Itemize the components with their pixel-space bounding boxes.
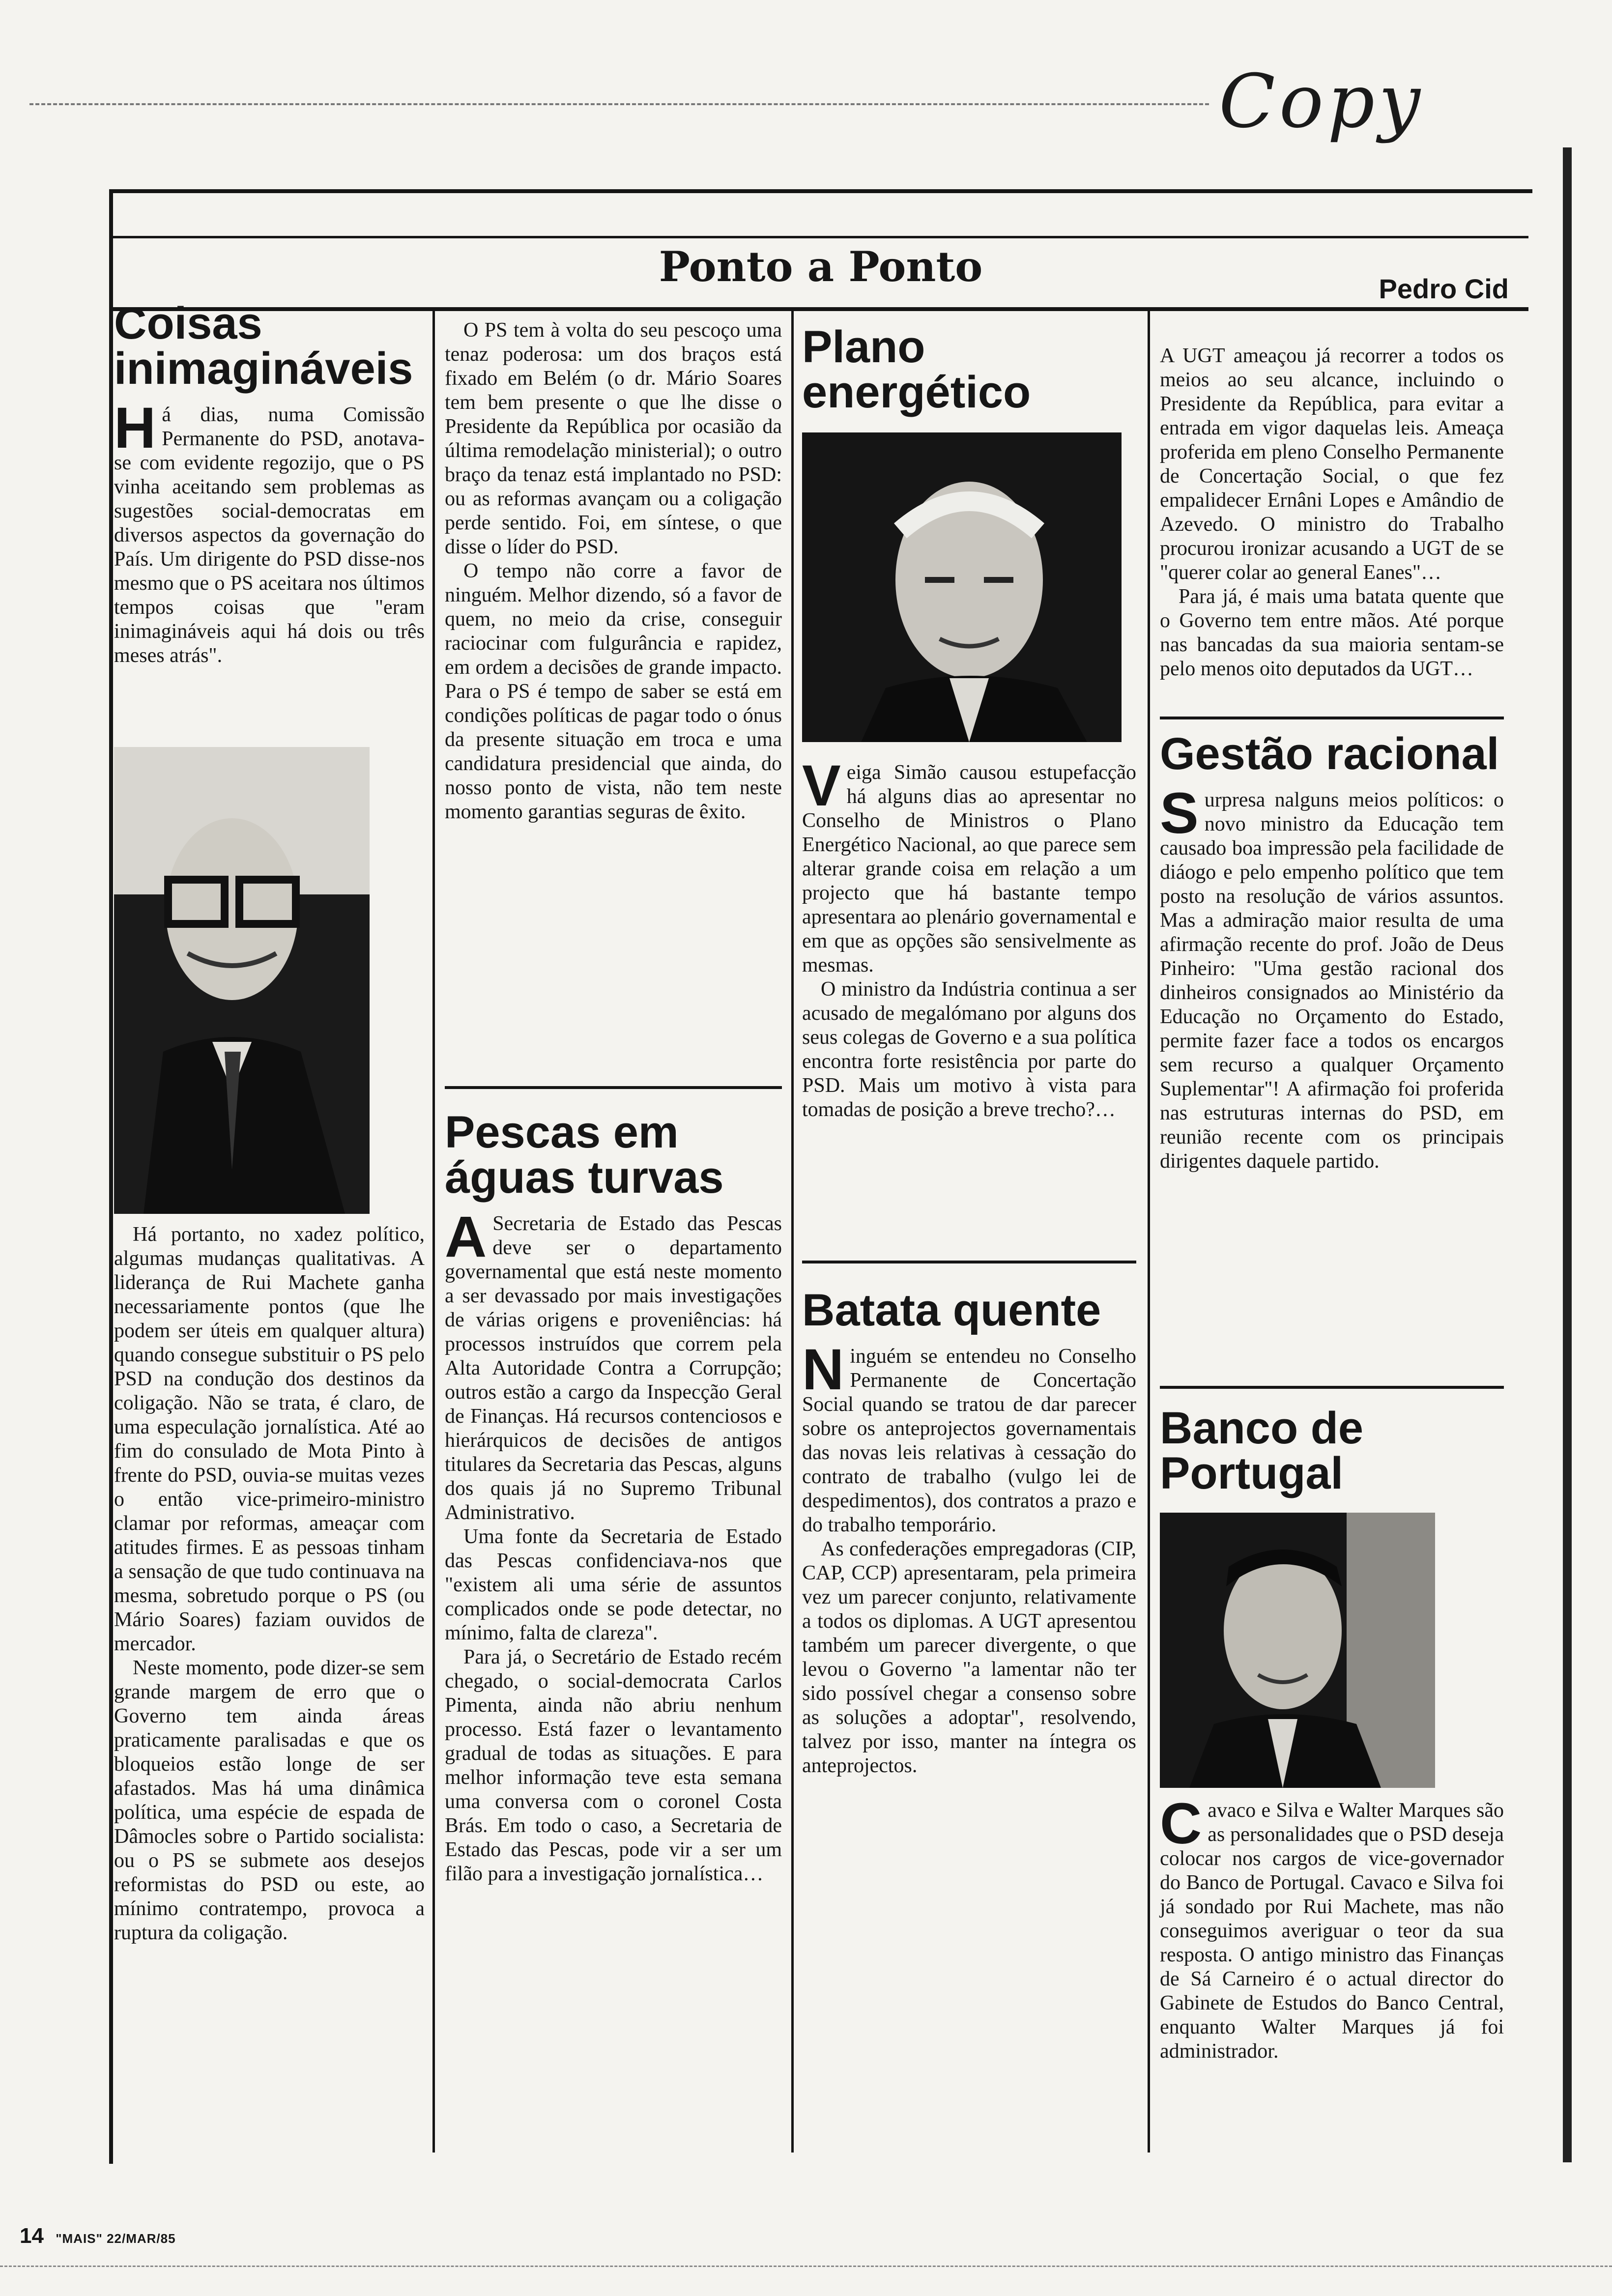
article-banco: [1160, 1791, 1504, 2064]
byline: Pedro Cid: [1379, 273, 1509, 304]
headline-banco: Banco de Portugal: [1160, 1403, 1364, 1498]
article-coisas-part2: [114, 1223, 425, 1945]
paragraph: Uma fonte da Secretaria de Estado das Pescas confidenciava-nos que "existem ali uma série de assuntos complicados onde se pode detectar, no mínimo, falta de clareza".: [445, 1525, 782, 1644]
section-rule-col2: [445, 1086, 782, 1089]
article-gestao: [1160, 731, 1504, 1174]
paragraph: A Secretaria de Estado das Pescas deve ser o departamento governamental que está neste momento a ser devassado por mais investigações de várias origens e proveniências: há processos instruídos que correm pela Alta Autoridade Contra a Corrupção; outros estão a cargo da Inspecção Geral de Finanças. Há recursos contenciosos e hierárquicos de decisões de antigos titulares da Secretaria das Pescas, alguns dos quais já no Supremo Tribunal Administrativo.: [445, 1205, 782, 1524]
page-footer: [20, 2224, 176, 2248]
dropcap: A: [445, 1205, 487, 1269]
column-rule-1: [432, 310, 435, 2152]
dropcap: N: [802, 1337, 844, 1402]
headline-batata: Batata quente: [802, 1285, 1101, 1335]
paragraph: O PS tem à volta do seu pescoço uma tenaz poderosa: um dos braços está fixado em Belém (o dr. Mário Soares tem bem presente o que lhe disse o Presidente da República por ocasião da última remodelação ministerial); o outro braço da tenaz está implantado no PSD: ou as reformas avançam ou a coligação perde sentido. Foi, em síntese, o que disse o líder do PSD.: [445, 319, 782, 558]
section-rule-col4b: [1160, 1386, 1504, 1389]
portrait-illustration: [1160, 1513, 1435, 1788]
article-banco-head: [1160, 1403, 1504, 1508]
paragraph: Veiga Simão causou estupefacção há alguns dias ao apresentar no Conselho de Ministros o Plano Energético Nacional, ao que parece sem alterar grande coisa em relação a um projecto que há bastante tempo apresentara ao plenário governamental e em que as opções são sensivelmente as mesmas.: [802, 753, 1136, 976]
page-edge-bar: [1563, 147, 1572, 2162]
section-rule-col4a: [1160, 717, 1504, 719]
paragraph: Neste momento, pode dizer-se sem grande margem de erro que o Governo tem ainda áreas praticamente paralisadas e que os bloqueios estão longe de ser afastados. Mas há uma dinâmica política, uma espécie de espada de Dâmocles sobre o Partido socialista: ou o PS se submete aos desejos reformistas do PSD ou este, ao mínimo contratempo, provoca a ruptura da coligação.: [114, 1657, 425, 1944]
article-batata-cont: [1160, 344, 1504, 681]
portrait-photo-veiga-simao: [802, 432, 1122, 742]
page-number: 14: [20, 2224, 44, 2248]
dropcap: H: [114, 396, 156, 460]
paragraph: Surpresa nalguns meios políticos: o novo ministro da Educação tem causado boa impressão pela facilidade de diáogo e pelo empenho político que tem posto na resolução de vários assuntos. Mas a admiração maior resulta de uma afirmação recente do prof. João de Deus Pinheiro: "Uma gestão racional dos dinheiros consignados ao Ministério da Educação no Orçamento do Estado, permite fazer face a todos os encargos sem recurso a qualquer Orçamento Suplementar"! A afirmação foi proferida nas estruturas internas do PSD, em reunião recente com os principais dirigentes daquele partido.: [1160, 781, 1504, 1173]
article-plano-head: [802, 324, 1136, 427]
portrait-illustration: [802, 432, 1122, 742]
article-plano: [802, 753, 1136, 1122]
paragraph: O tempo não corre a favor de ninguém. Melhor dizendo, só a favor de quem, no meio da crise, conseguir raciocinar com fulgurância e rapidez, em ordem a decisões de grande impacto. Para o PS é tempo de saber se está em condições políticas de pagar todo o ónus da presente situação em troca e uma candidatura presidencial que ainda, do nosso ponto de vista, não tem neste momento garantias seguras de êxito.: [445, 560, 782, 823]
article-coisas-part3: [445, 318, 782, 824]
paragraph: O ministro da Indústria continua a ser acusado de megalómano por alguns dos seus colegas de Governo e a sua política encontra forte resistência por parte do PSD. Mais um motivo à vista para tomadas de posição a breve trecho?…: [802, 978, 1136, 1121]
paragraph: Há dias, numa Comissão Permanente do PSD, anotava-se com evidente regozijo, que o PS vinha aceitando sem problemas as sugestões social-democratas em diversos aspectos da governação do País. Um dirigente do PSD disse-nos mesmo que o PS aceitara nos últimos tempos coisas que "eram inimagináveis aqui há dois ou três meses atrás".: [114, 396, 425, 667]
paragraph: Há portanto, no xadez político, algumas mudanças qualitativas. A liderança de Rui Machete ganha necessariamente pontos (que lhe podem ser úteis em qualquer altura) quando consegue substituir o PS pelo PSD na condução dos destinos da coligação. Não se trata, é claro, de uma especulação jornalística. Até ao fim do consulado de Mota Pinto à frente do PSD, ouvia-se muitas vezes o então vice-primeiro-ministro clamar por reformas, ameaçar com atitudes firmes. E as pessoas tinham a sensação de que tudo continuava na mesma, sobretudo porque o PS (ou Mário Soares) faziam ouvidos de mercador.: [114, 1223, 425, 1655]
scan-edge-line: [29, 103, 1209, 108]
headline-coisas: Coisas inimagináveis: [114, 298, 413, 394]
article-coisas-part1: [114, 298, 425, 668]
paragraph: As confederações empregadoras (CIP, CAP, CCP) apresentaram, pela primeira vez um parecer conjunto, relativamente a todos os diplomas. A UGT apresentou também um parecer divergente, o que levou o Governo "a lamentar não ter sido possível chegar a consenso sobre as soluções a adoptar", resolvendo, talvez por isso, manter na íntegra os anteprojectos.: [802, 1538, 1136, 1777]
column-rule-3: [1148, 310, 1150, 2152]
headline-plano: Plano energético: [802, 322, 1031, 417]
dropcap: C: [1160, 1791, 1202, 1856]
paragraph: Para já, é mais uma batata quente que o Governo tem entre mãos. Até porque nas bancadas da sua maioria sentam-se pelo menos oito deputados da UGT…: [1160, 585, 1504, 680]
dropcap: V: [802, 753, 841, 818]
article-batata: [802, 1285, 1136, 1778]
paragraph: A UGT ameaçou já recorrer a todos os meios ao seu alcance, incluindo o Presidente da República, para evitar a entrada em vigor daquelas leis. Ameaça proferida em pleno Conselho Permanente de Concertação Social, o que fez empalidecer Ernâni Lopes e Amândio de Azevedo. O ministro do Trabalho procurou ironizar acusando a UGT de se "querer colar ao general Eanes"…: [1160, 344, 1504, 584]
column-title: Ponto a Ponto: [659, 242, 983, 291]
headline-gestao: Gestão racional: [1160, 729, 1499, 779]
paragraph: Para já, o Secretário de Estado recém chegado, o social-democrata Carlos Pimenta, ainda não abriu nenhum processo. Está fazer o levantamento gradual de todas as situações. E para melhor informação teve esta semana uma conversa com o coronel Costa Brás. Em todo o caso, a Secretaria de Estado das Pescas, pode vir a ser um filão para a investigação jornalística…: [445, 1646, 782, 1885]
section-rule-col3: [802, 1261, 1136, 1263]
portrait-photo-rui-machete: [114, 747, 370, 1214]
paragraph: Ninguém se entendeu no Conselho Permanente de Concertação Social quando se tratou de dar parecer sobre os anteprojectos governamentais das novas leis relativas à cessação do contrato de trabalho (vulgo lei de despedimentos), dos contratos a prazo e do trabalho temporário.: [802, 1337, 1136, 1536]
publication-date: "MAIS" 22/MAR/85: [56, 2231, 176, 2246]
column-header: [113, 236, 1528, 311]
portrait-photo-cavaco-silva: [1160, 1513, 1435, 1788]
handwritten-copy-mark: Copy: [1219, 59, 1424, 144]
scan-edge-line-bottom: [0, 2266, 1612, 2269]
portrait-illustration: [114, 747, 370, 1214]
paragraph: Cavaco e Silva e Walter Marques são as personalidades que o PSD deseja colocar nos cargos de vice-governador do Banco de Portugal. Cavaco e Silva foi já sondado por Rui Machete, mas não conseguimos averiguar o teor da sua resposta. O antigo ministro das Finanças de Sá Carneiro é o actual director do Gabinete de Estudos do Banco Central, enquanto Walter Marques já foi administrador.: [1160, 1791, 1504, 2063]
column-rule-2: [791, 310, 794, 2152]
headline-pescas: Pescas em águas turvas: [445, 1107, 724, 1203]
dropcap: S: [1160, 781, 1199, 846]
article-pescas: [445, 1107, 782, 1886]
